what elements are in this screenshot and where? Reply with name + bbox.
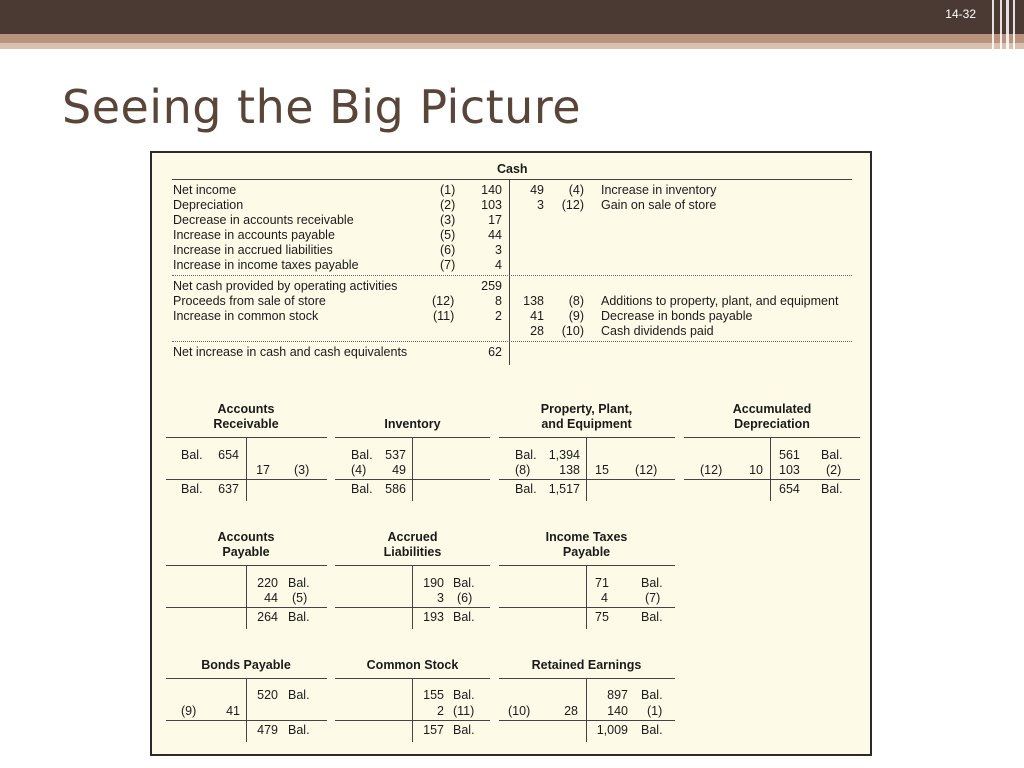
account-title: and Equipment xyxy=(541,417,632,431)
balance-label: Bal. xyxy=(453,723,475,737)
balance-label: Bal. xyxy=(821,448,843,462)
cash-left-amount: 62 xyxy=(488,345,502,359)
t-account-center-rule xyxy=(412,678,413,742)
account-title: Accumulated xyxy=(732,402,812,416)
balance-label: Bal. xyxy=(288,576,310,590)
beginning-balance: 190 xyxy=(423,576,444,590)
account-title: Payable xyxy=(562,545,611,559)
debit-amount: 138 xyxy=(559,463,580,477)
cash-right-ref: (9) xyxy=(568,309,584,323)
balance-label: Bal. xyxy=(288,688,310,702)
balance-label: Bal. xyxy=(641,610,663,624)
account-title: Depreciation xyxy=(734,417,810,431)
cash-left-ref: (7) xyxy=(440,258,456,272)
balance-label: Bal. xyxy=(641,576,663,590)
cash-left-label: Net cash provided by operating activities xyxy=(173,279,398,293)
credit-amount: 17 xyxy=(256,463,270,477)
beginning-balance: 654 xyxy=(218,448,239,462)
t-account-balance-rule xyxy=(166,720,327,721)
cash-right-amount: 138 xyxy=(523,294,544,308)
cash-right-amount: 3 xyxy=(537,198,544,212)
t-account-center-rule xyxy=(412,437,413,501)
balance-label: Bal. xyxy=(453,688,475,702)
beginning-balance: 71 xyxy=(595,576,609,590)
header-decor-line xyxy=(1013,0,1015,49)
cash-left-amount: 103 xyxy=(481,198,502,212)
debit-ref: (4) xyxy=(351,463,367,477)
account-title: Accrued xyxy=(387,530,438,544)
account-title: Bonds Payable xyxy=(201,658,291,672)
t-account-center-rule xyxy=(246,437,247,501)
cash-left-ref: (5) xyxy=(440,228,456,242)
account-title: Property, Plant, xyxy=(540,402,633,416)
cash-right-ref: (12) xyxy=(561,198,584,212)
credit-amount: 3 xyxy=(437,591,444,605)
credit-ref: (11) xyxy=(453,704,475,718)
cash-left-ref: (12) xyxy=(432,294,455,308)
credit-ref: (1) xyxy=(647,704,663,718)
balance-label: Bal. xyxy=(288,723,310,737)
balance-label: Bal. xyxy=(515,448,537,462)
cash-left-ref: (3) xyxy=(440,213,456,227)
header-stripe xyxy=(0,34,1024,43)
cash-left-ref: (11) xyxy=(433,309,455,323)
cash-right-ref: (8) xyxy=(568,294,584,308)
cash-left-amount: 140 xyxy=(481,183,502,197)
credit-ref: (7) xyxy=(645,591,661,605)
cash-right-label: Additions to property, plant, and equipment xyxy=(601,294,839,308)
cash-left-ref: (2) xyxy=(440,198,456,212)
cash-dotted-rule xyxy=(172,341,852,342)
cash-right-label: Cash dividends paid xyxy=(601,324,714,338)
ending-balance: 193 xyxy=(423,610,444,624)
cash-left-label: Increase in accrued liabilities xyxy=(173,243,333,257)
cash-left-amount: 4 xyxy=(495,258,502,272)
t-account-top-rule xyxy=(499,678,675,679)
debit-ref: (8) xyxy=(515,463,531,477)
beginning-balance: 1,394 xyxy=(548,448,580,462)
t-account-balance-rule xyxy=(335,479,490,480)
beginning-balance: 897 xyxy=(607,688,628,702)
t-account-center-rule xyxy=(246,678,247,742)
balance-label: Bal. xyxy=(641,723,663,737)
account-title: Accounts xyxy=(217,530,275,544)
credit-amount: 103 xyxy=(779,463,800,477)
t-account-center-rule xyxy=(246,565,247,629)
ending-balance: 586 xyxy=(385,482,406,496)
cash-left-label: Net increase in cash and cash equivalents xyxy=(173,345,408,359)
credit-amount: 15 xyxy=(595,463,609,477)
t-account-center-rule xyxy=(412,565,413,629)
debit-ref: (9) xyxy=(181,704,197,718)
ending-balance: 1,517 xyxy=(548,482,580,496)
ending-balance: 479 xyxy=(257,723,278,737)
credit-ref: (5) xyxy=(292,591,308,605)
t-account-panel xyxy=(150,151,872,756)
cash-left-label: Increase in accounts payable xyxy=(173,228,335,242)
header-decor-line xyxy=(992,0,994,49)
account-title: Liabilities xyxy=(383,545,442,559)
credit-amount: 44 xyxy=(264,591,278,605)
t-account-center-rule xyxy=(586,565,587,629)
ending-balance: 654 xyxy=(779,482,800,496)
balance-label: Bal. xyxy=(641,688,663,702)
cash-left-ref: (6) xyxy=(440,243,456,257)
ending-balance: 264 xyxy=(257,610,278,624)
t-account-center-rule xyxy=(770,437,771,501)
cash-left-label: Net income xyxy=(173,183,237,197)
ending-balance: 1,009 xyxy=(596,723,628,737)
debit-ref: (10) xyxy=(508,704,531,718)
slide-title: Seeing the Big Picture xyxy=(62,80,582,134)
t-account-top-rule xyxy=(499,437,675,438)
cash-right-amount: 28 xyxy=(530,324,544,338)
debit-amount: 10 xyxy=(749,463,763,477)
cash-right-amount: 49 xyxy=(530,183,544,197)
account-title: Payable xyxy=(222,545,270,559)
balance-label: Bal. xyxy=(181,482,203,496)
t-account-top-rule xyxy=(684,437,860,438)
cash-right-label: Increase in inventory xyxy=(601,183,717,197)
debit-amount: 49 xyxy=(392,463,406,477)
account-title: Accounts xyxy=(217,402,275,416)
cash-center-rule xyxy=(509,179,510,365)
cash-left-label: Depreciation xyxy=(173,198,244,212)
debit-ref: (12) xyxy=(700,463,723,477)
slide-number: 14-32 xyxy=(945,7,976,21)
balance-label: Bal. xyxy=(288,610,310,624)
debit-amount: 28 xyxy=(564,704,578,718)
beginning-balance: 561 xyxy=(779,448,800,462)
credit-amount: 4 xyxy=(601,591,608,605)
t-account-balance-rule xyxy=(684,479,860,480)
balance-label: Bal. xyxy=(181,448,203,462)
header-decor-line xyxy=(1006,0,1009,49)
cash-right-label: Decrease in bonds payable xyxy=(601,309,753,323)
cash-right-ref: (10) xyxy=(561,324,584,338)
balance-label: Bal. xyxy=(821,482,843,496)
cash-left-ref: (1) xyxy=(440,183,456,197)
cash-left-amount: 259 xyxy=(481,279,502,293)
cash-right-label: Gain on sale of store xyxy=(601,198,717,212)
cash-left-amount: 44 xyxy=(488,228,502,242)
beginning-balance: 220 xyxy=(257,576,278,590)
cash-top-rule xyxy=(172,179,852,180)
beginning-balance: 520 xyxy=(257,688,278,702)
header-decor-line xyxy=(1000,0,1002,49)
cash-header: Cash xyxy=(497,162,528,176)
t-account-balance-rule xyxy=(499,479,675,480)
cash-dotted-rule xyxy=(172,275,852,276)
cash-left-amount: 2 xyxy=(495,309,502,323)
credit-ref: (12) xyxy=(635,463,658,477)
cash-left-label: Increase in common stock xyxy=(173,309,319,323)
beginning-balance: 155 xyxy=(423,688,444,702)
account-title: Receivable xyxy=(213,417,279,431)
balance-label: Bal. xyxy=(453,610,475,624)
credit-amount: 140 xyxy=(607,704,628,718)
ending-balance: 637 xyxy=(218,482,239,496)
cash-left-amount: 8 xyxy=(495,294,502,308)
cash-left-amount: 17 xyxy=(488,213,502,227)
balance-label: Bal. xyxy=(351,448,373,462)
account-title: Retained Earnings xyxy=(531,658,642,672)
t-account-balance-rule xyxy=(166,479,327,480)
t-account-top-rule xyxy=(499,565,675,566)
cash-right-ref: (4) xyxy=(568,183,584,197)
header-bar xyxy=(0,0,1024,34)
account-title: Income Taxes xyxy=(545,530,628,544)
cash-right-amount: 41 xyxy=(530,309,544,323)
account-title: Inventory xyxy=(384,417,441,431)
beginning-balance: 537 xyxy=(385,448,406,462)
t-account-center-rule xyxy=(586,437,587,501)
balance-label: Bal. xyxy=(453,576,475,590)
credit-ref: (6) xyxy=(457,591,473,605)
cash-left-label: Decrease in accounts receivable xyxy=(173,213,354,227)
t-account-balance-rule xyxy=(499,607,675,608)
ending-balance: 75 xyxy=(595,610,609,624)
t-account-balance-rule xyxy=(335,607,490,608)
t-account-balance-rule xyxy=(335,720,490,721)
cash-left-label: Proceeds from sale of store xyxy=(173,294,326,308)
credit-amount: 2 xyxy=(437,704,444,718)
t-account-center-rule xyxy=(586,678,587,742)
debit-amount: 41 xyxy=(226,704,240,718)
header-stripe-light xyxy=(0,43,1024,49)
t-account-balance-rule xyxy=(166,607,327,608)
balance-label: Bal. xyxy=(351,482,373,496)
account-title: Common Stock xyxy=(366,658,459,672)
cash-left-label: Increase in income taxes payable xyxy=(173,258,359,272)
credit-ref: (3) xyxy=(294,463,310,477)
cash-left-amount: 3 xyxy=(495,243,502,257)
t-account-balance-rule xyxy=(499,720,675,721)
credit-ref: (2) xyxy=(826,463,842,477)
ending-balance: 157 xyxy=(423,723,444,737)
balance-label: Bal. xyxy=(515,482,537,496)
